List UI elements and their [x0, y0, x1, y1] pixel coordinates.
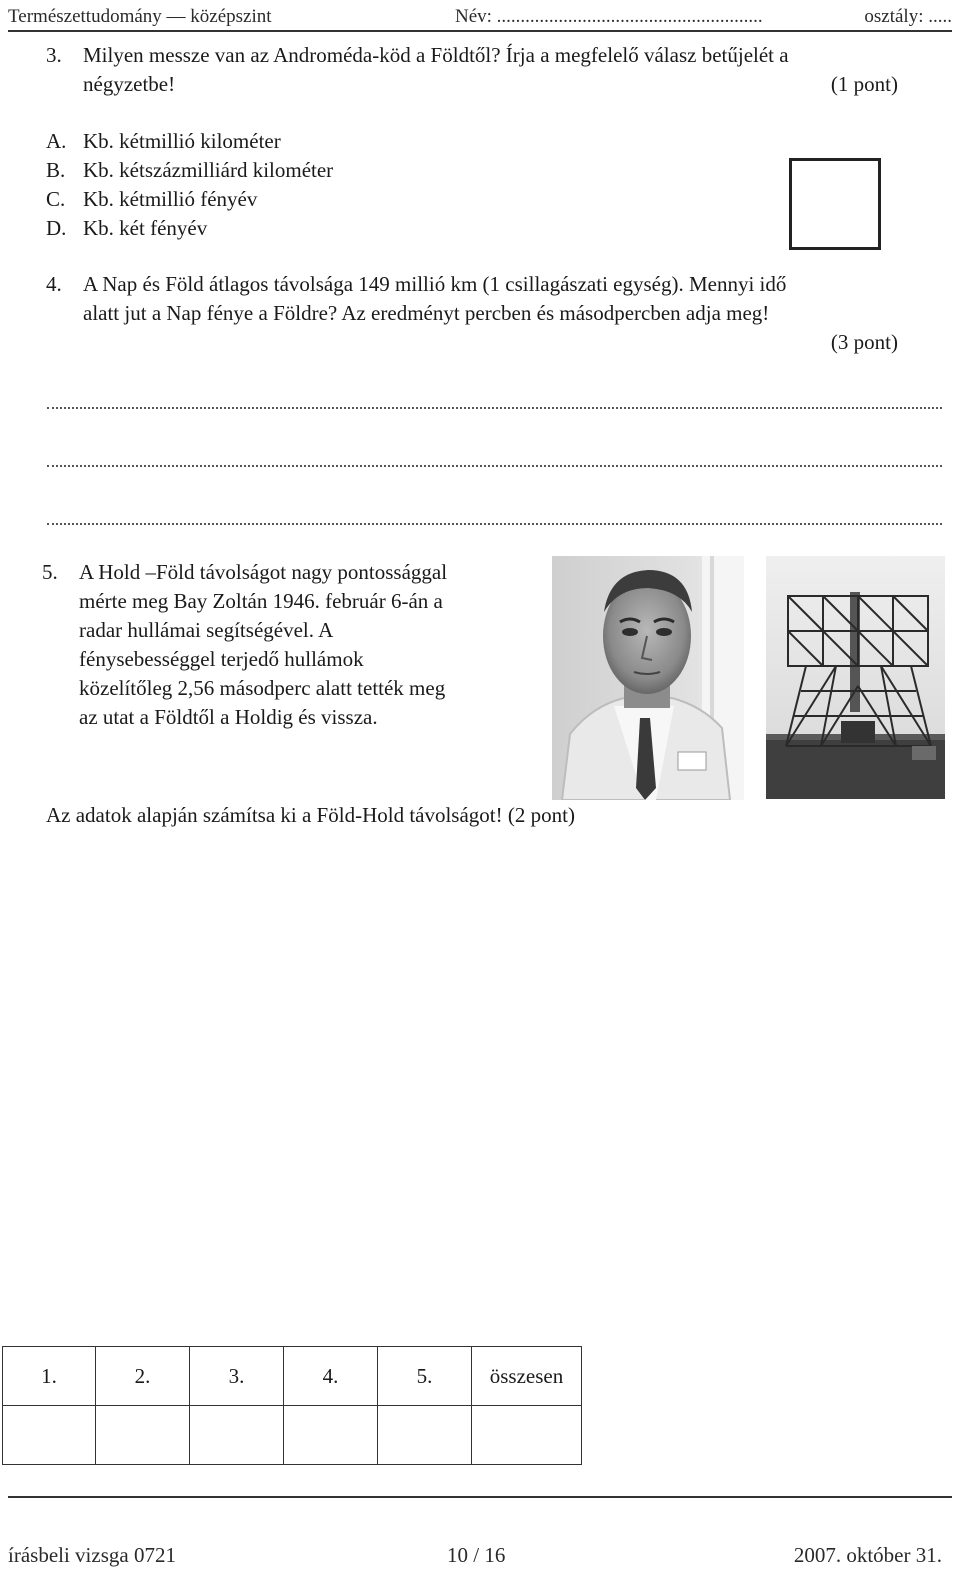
q4-answer-line-1[interactable] — [47, 407, 942, 409]
q5-text-line5: közelítőleg 2,56 másodperc alatt tették meg — [79, 676, 446, 700]
q5-answer-area[interactable] — [46, 840, 941, 1320]
q3-number: 3. — [46, 43, 62, 67]
score-header-cell: 3. — [190, 1347, 284, 1406]
q3-points: (1 pont) — [830, 72, 898, 96]
score-value-cell[interactable] — [3, 1406, 96, 1465]
portrait-photo — [552, 556, 744, 800]
q3-option-d-letter: D. — [46, 216, 67, 240]
score-header-cell: 5. — [378, 1347, 472, 1406]
q4-answer-line-3[interactable] — [47, 523, 942, 525]
q5-text-line3: radar hullámai segítségével. A — [79, 618, 334, 642]
score-value-cell[interactable] — [472, 1406, 582, 1465]
score-value-cell[interactable] — [284, 1406, 378, 1465]
score-value-cell[interactable] — [96, 1406, 190, 1465]
score-value-cell[interactable] — [190, 1406, 284, 1465]
footer-rule — [8, 1496, 952, 1498]
q3-text-line2: négyzetbe! — [83, 72, 176, 96]
q4-points: (3 pont) — [830, 330, 898, 354]
score-header-cell: 4. — [284, 1347, 378, 1406]
header-name-field[interactable]: Név: ........................................................ — [455, 6, 763, 27]
q5-text-line1: A Hold –Föld távolságot nagy pontossággal — [79, 560, 448, 584]
q3-answer-box[interactable] — [789, 158, 881, 250]
q3-option-b-text: Kb. kétszázmilliárd kilométer — [83, 158, 334, 182]
q5-task: Az adatok alapján számítsa ki a Föld-Hold távolságot! (2 pont) — [46, 803, 575, 827]
footer-page-number: 10 / 16 — [447, 1543, 506, 1567]
score-table-value-row — [3, 1406, 582, 1465]
q4-text-line1: A Nap és Föld átlagos távolsága 149 millió km (1 csillagászati egység). Mennyi idő — [83, 272, 787, 296]
header-subject: Természettudomány — középszint — [8, 6, 272, 27]
radar-antenna-photo — [766, 556, 945, 799]
score-table — [2, 1346, 582, 1465]
q3-option-c-text: Kb. kétmillió fényév — [83, 187, 258, 211]
score-table-header-row — [3, 1347, 582, 1406]
q5-number: 5. — [42, 560, 58, 584]
q4-answer-line-2[interactable] — [47, 465, 942, 467]
header-class-field[interactable]: osztály: ..... — [864, 6, 952, 27]
score-header-cell: 2. — [96, 1347, 190, 1406]
q4-number: 4. — [46, 272, 62, 296]
footer-exam-code: írásbeli vizsga 0721 — [8, 1543, 176, 1567]
q3-option-d-text: Kb. két fényév — [83, 216, 208, 240]
q3-option-b-letter: B. — [46, 158, 66, 182]
q3-option-a-text: Kb. kétmillió kilométer — [83, 129, 281, 153]
q5-text-line4: fénysebességgel terjedő hullámok — [79, 647, 364, 671]
q5-text-line6: az utat a Földtől a Holdig és vissza. — [79, 705, 378, 729]
q4-text-line2: alatt jut a Nap fénye a Földre? Az eredményt percben és másodpercben adja meg! — [83, 301, 770, 325]
page-header — [8, 0, 952, 28]
q5-text-line2: mérte meg Bay Zoltán 1946. február 6-án a — [79, 589, 443, 613]
score-value-cell[interactable] — [378, 1406, 472, 1465]
score-header-cell: összesen — [472, 1347, 582, 1406]
q3-option-a-letter: A. — [46, 129, 67, 153]
footer-date: 2007. október 31. — [793, 1543, 942, 1567]
q3-option-c-letter: C. — [46, 187, 66, 211]
q3-text-line1: Milyen messze van az Androméda-köd a Földtől? Írja a megfelelő válasz betűjelét a — [83, 43, 789, 67]
score-header-cell: 1. — [3, 1347, 96, 1406]
header-rule — [8, 30, 952, 32]
